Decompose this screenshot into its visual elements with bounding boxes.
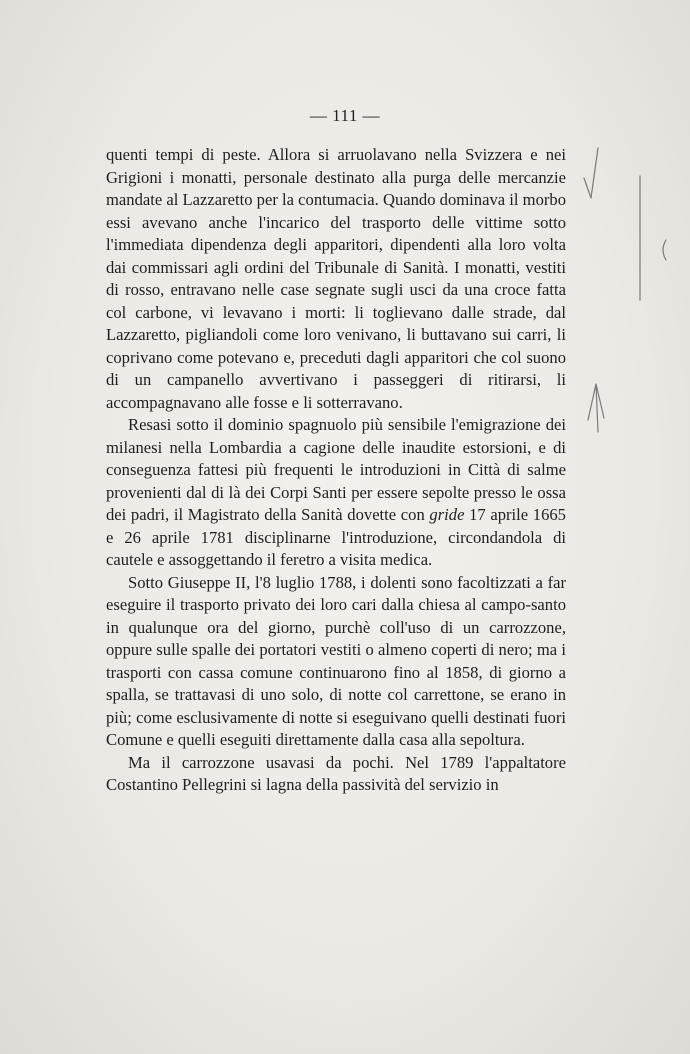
paragraph-1: quenti tempi di peste. Allora si arruolavano nella Svizzera e nei Grigioni i monatti, personale destinato alla purga delle mercanzie mandate al Lazzaretto per la contumacia. Quando dominava il morbo essi avevano anche l'incarico del trasporto delle vittime sotto l'immediata dipendenza degli apparitori, dipendenti alla loro volta dai commissari agli ordini del Tribunale di Sanità. I monatti, vestiti di rosso, entravano nelle case segnate sugli usci da una croce fatta col carbone, vi levavano i morti: li toglievano dalle strade, dal Lazzaretto, pigliandoli come loro venivano, li buttavano sui carri, li coprivano come potevano e, preceduti dagli apparitori che col suono di un campanello avvertivano i passeggeri di ritirarsi, li accompagnavano alle fosse e li sotterravano. — [106, 145, 566, 412]
paragraph-2-text-end: 17 aprile 1665 e 26 aprile 1781 disciplinarne l'introduzione, circondandola di cautele e assoggettando il feretro a visita medica. — [106, 505, 566, 569]
page-number: — 111 — — [309, 106, 381, 125]
body-text — [106, 144, 566, 797]
paragraph-4: Ma il carrozzone usavasi da pochi. Nel 1789 l'appaltatore Costantino Pellegrini si lagna della passività del servizio in — [106, 752, 566, 794]
paragraph-2 — [106, 414, 566, 572]
check-mark-icon — [584, 148, 598, 198]
paragraph-3: Sotto Giuseppe II, l'8 luglio 1788, i dolenti sono facoltizzati a far eseguire il trasporto privato dei loro cari dalla chiesa al campo-santo in qualunque ora del giorno, purchè coll'uso di un carrozzone, oppure sulle spalle dei portatori vestiti o almeno coperti di nero; ma i trasporti con cassa comune continuarono fino al 1858, di giorno a spalla, se trattavasi di uno solo, di notte col carrettone, se erano in più; come esclusivamente di notte si eseguivano quelli destinati fuori Comune e quelli eseguiti direttamente dalla casa alla sepoltura. — [106, 572, 566, 749]
paragraph-2-text-start: Resasi sotto il dominio spagnuolo più sensibile l'emigrazione dei milanesi nella Lombardia a cagione delle inaudite estorsioni, e di conseguenza fattesi più frequenti le introduzioni in Città di salme provenienti dal di là dei Corpi Santi per essere sepolte presso le ossa dei padri, il Magistrato della Sanità dovette con — [106, 415, 566, 524]
bracket-mark — [663, 240, 666, 260]
paragraph-2-italic-word: gride — [429, 505, 465, 524]
arrow-up-mark — [588, 384, 604, 432]
